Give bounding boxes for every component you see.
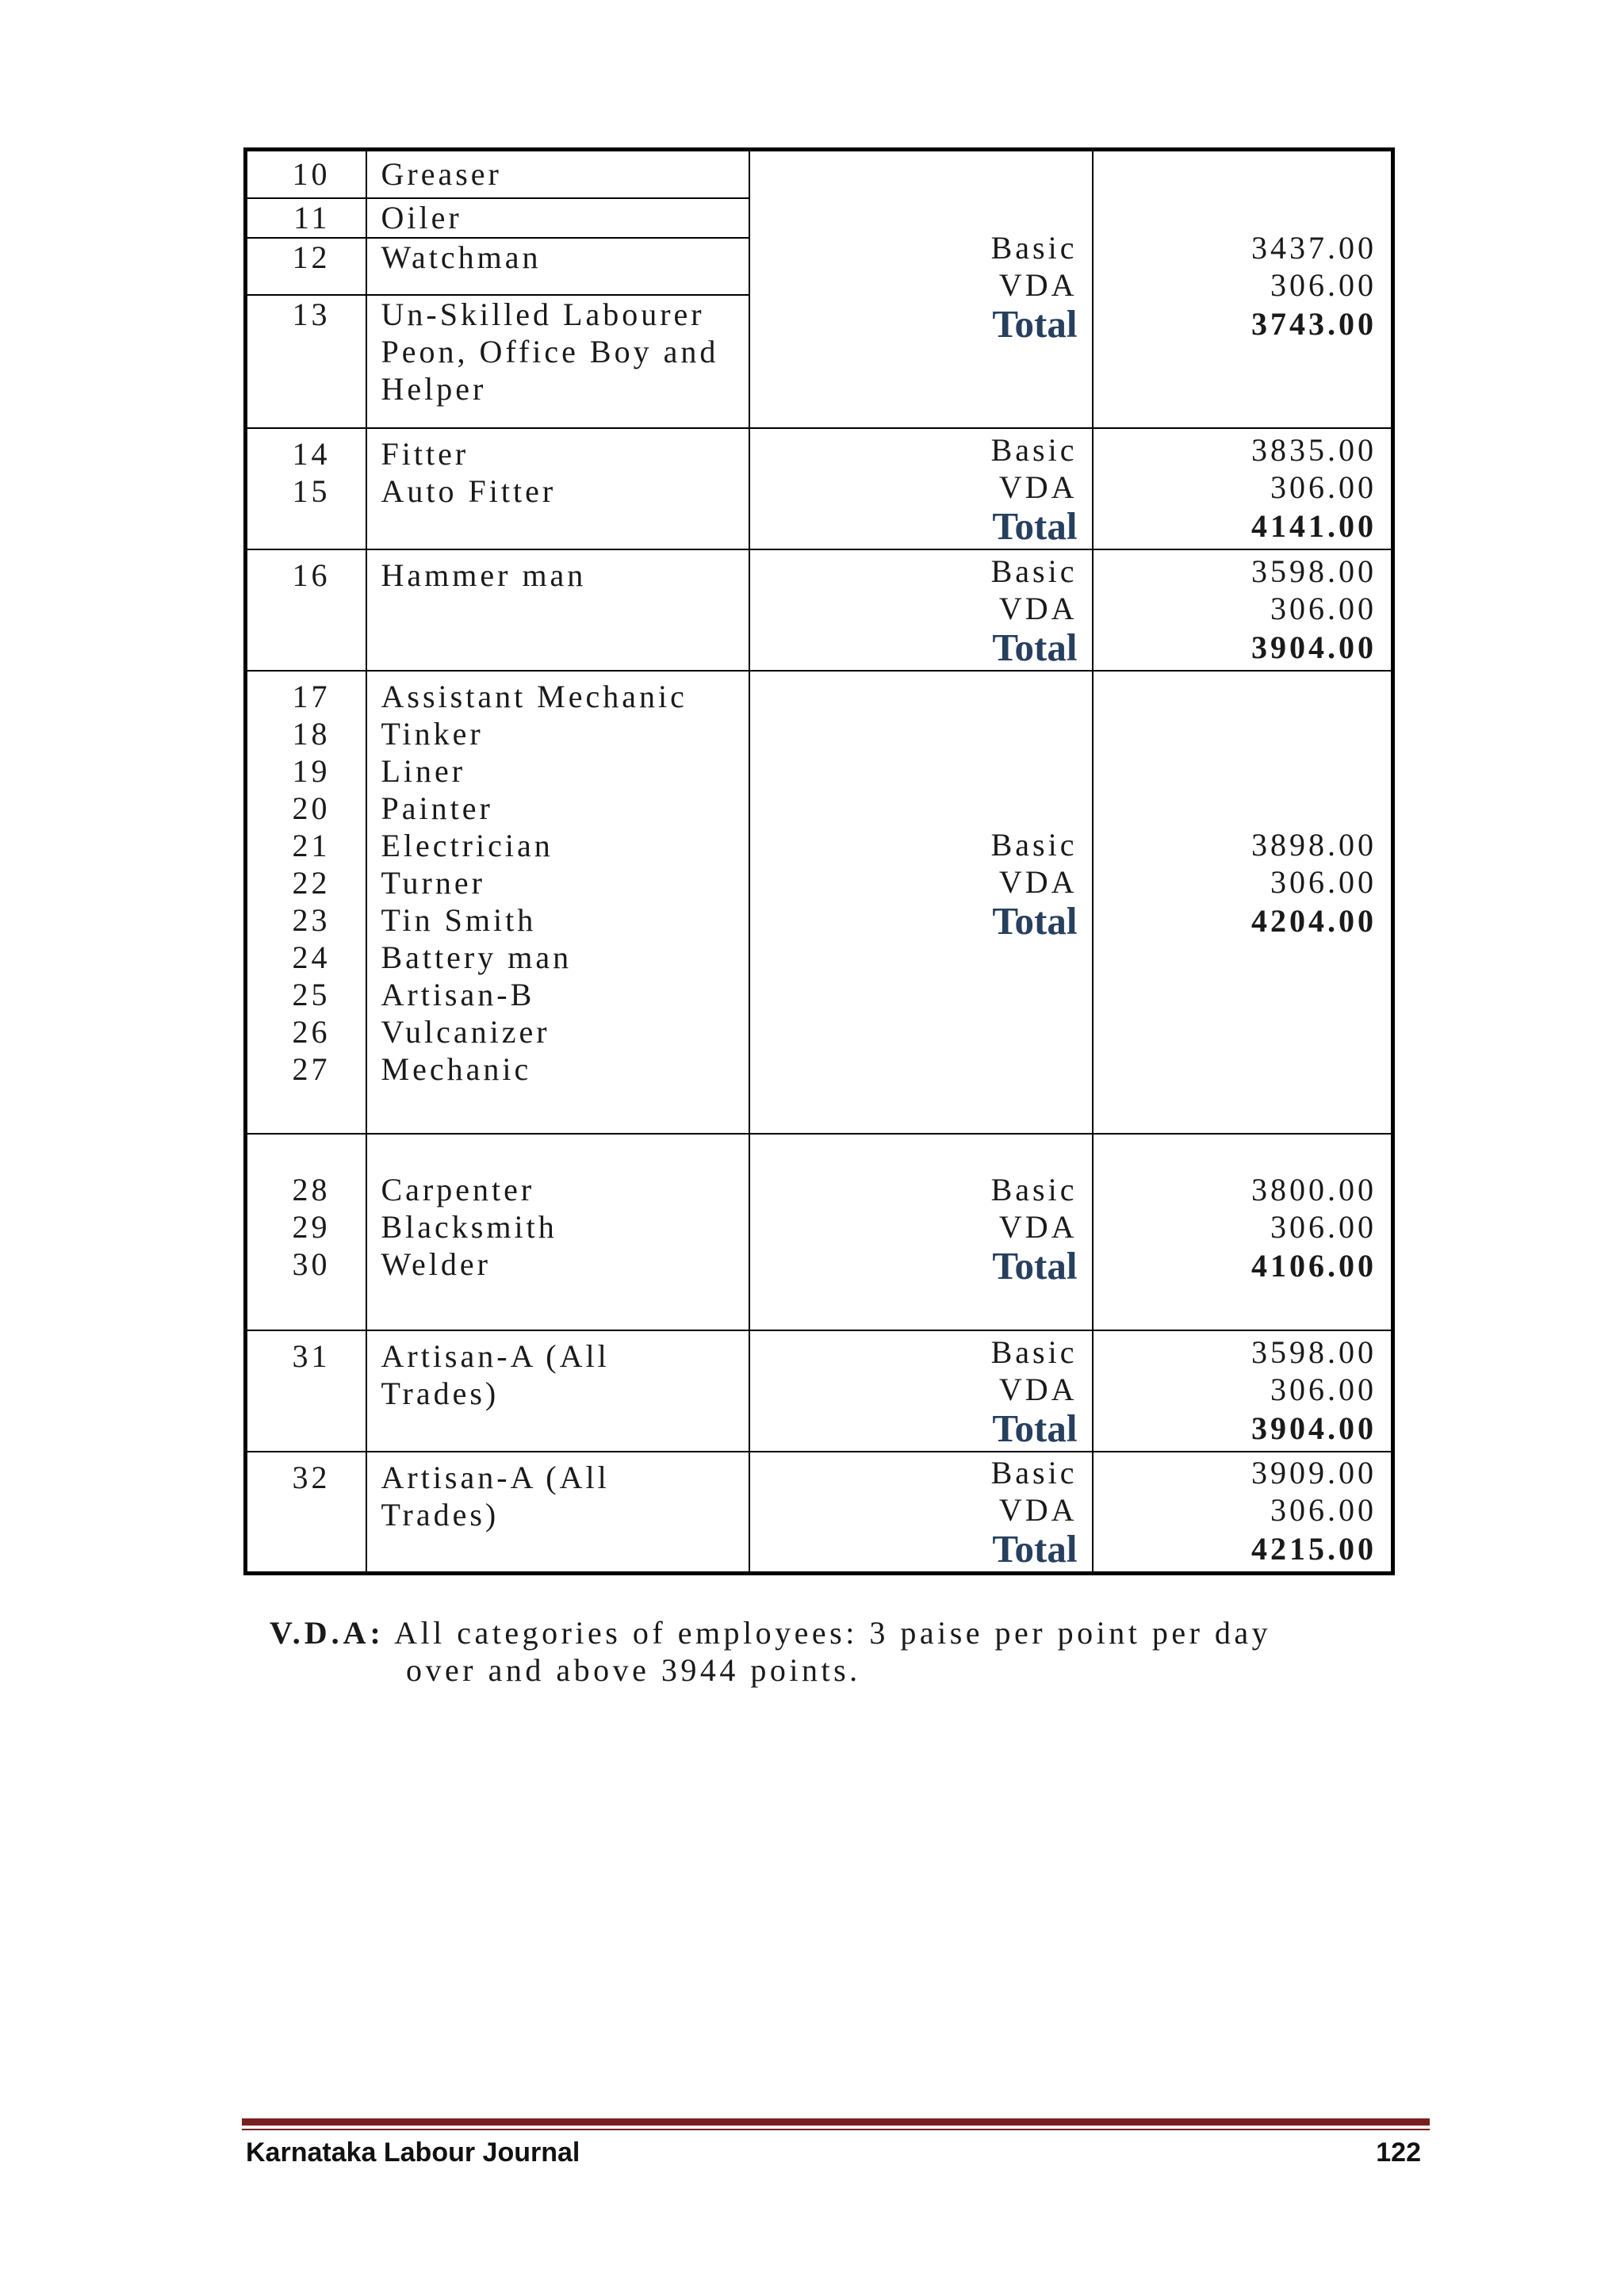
table-row [246,671,1393,1134]
wage-labels: Basic VDA Total [749,1134,1093,1330]
table-row [246,549,1393,671]
serial-cell: 16 [246,549,366,671]
designation-cell: Hammer man [366,549,749,671]
footer-divider [242,2118,1430,2126]
table-row [246,1330,1393,1452]
table-row [246,1452,1393,1573]
page-number: 122 [1376,2137,1421,2168]
wage-labels: Basic VDA Total [749,549,1093,671]
serial-cell: 31 [246,1330,366,1452]
footer-divider-thin [242,2129,1430,2130]
designation-cell: Fitter Auto Fitter [366,428,749,549]
table-row [246,150,1393,429]
wage-labels: Basic VDA Total [749,150,1093,429]
serial-cell: 28 29 30 [246,1134,366,1330]
wage-labels: Basic VDA Total [749,1330,1093,1452]
vda-note-line1: All categories of employees: 3 paise per point per day [394,1615,1272,1651]
wage-amounts: 3598.00 306.00 3904.00 [1093,549,1393,671]
serial-cell: 14 15 [246,428,366,549]
designation-cell: Artisan-A (All Trades) [366,1330,749,1452]
serial-cell: 17 18 19 20 21 22 23 24 25 26 27 [246,671,366,1134]
designation-cell: Artisan-A (All Trades) [366,1452,749,1573]
wage-labels: Basic VDA Total [749,1452,1093,1573]
designation-cell: Assistant Mechanic Tinker Liner Painter Electrician Turner Tin Smith Battery man Artisan-B Vulcanizer Mechanic [366,671,749,1134]
vda-note-line2: over and above 3944 points. [406,1652,861,1688]
table-row [246,1134,1393,1330]
wage-amounts: 3909.00 306.00 4215.00 [1093,1452,1393,1573]
wage-amounts: 3437.00 306.00 3743.00 [1093,150,1393,429]
wage-amounts: 3898.00 306.00 4204.00 [1093,671,1393,1134]
designation-cell: Greaser Oiler Watchman Un-Skilled Labourer Peon, Office Boy and Helper [366,150,749,429]
table-row [246,428,1393,549]
wage-table [243,147,1395,1575]
serial-cell: 10 11 12 13 [246,150,366,429]
wage-amounts: 3835.00 306.00 4141.00 [1093,428,1393,549]
vda-note [270,1614,1271,1689]
vda-note-label: V.D.A: [270,1615,385,1651]
journal-title: Karnataka Labour Journal [246,2137,580,2168]
wage-amounts: 3598.00 306.00 3904.00 [1093,1330,1393,1452]
wage-labels: Basic VDA Total [749,671,1093,1134]
wage-labels: Basic VDA Total [749,428,1093,549]
wage-amounts: 3800.00 306.00 4106.00 [1093,1134,1393,1330]
serial-cell: 32 [246,1452,366,1573]
designation-cell: Carpenter Blacksmith Welder [366,1134,749,1330]
